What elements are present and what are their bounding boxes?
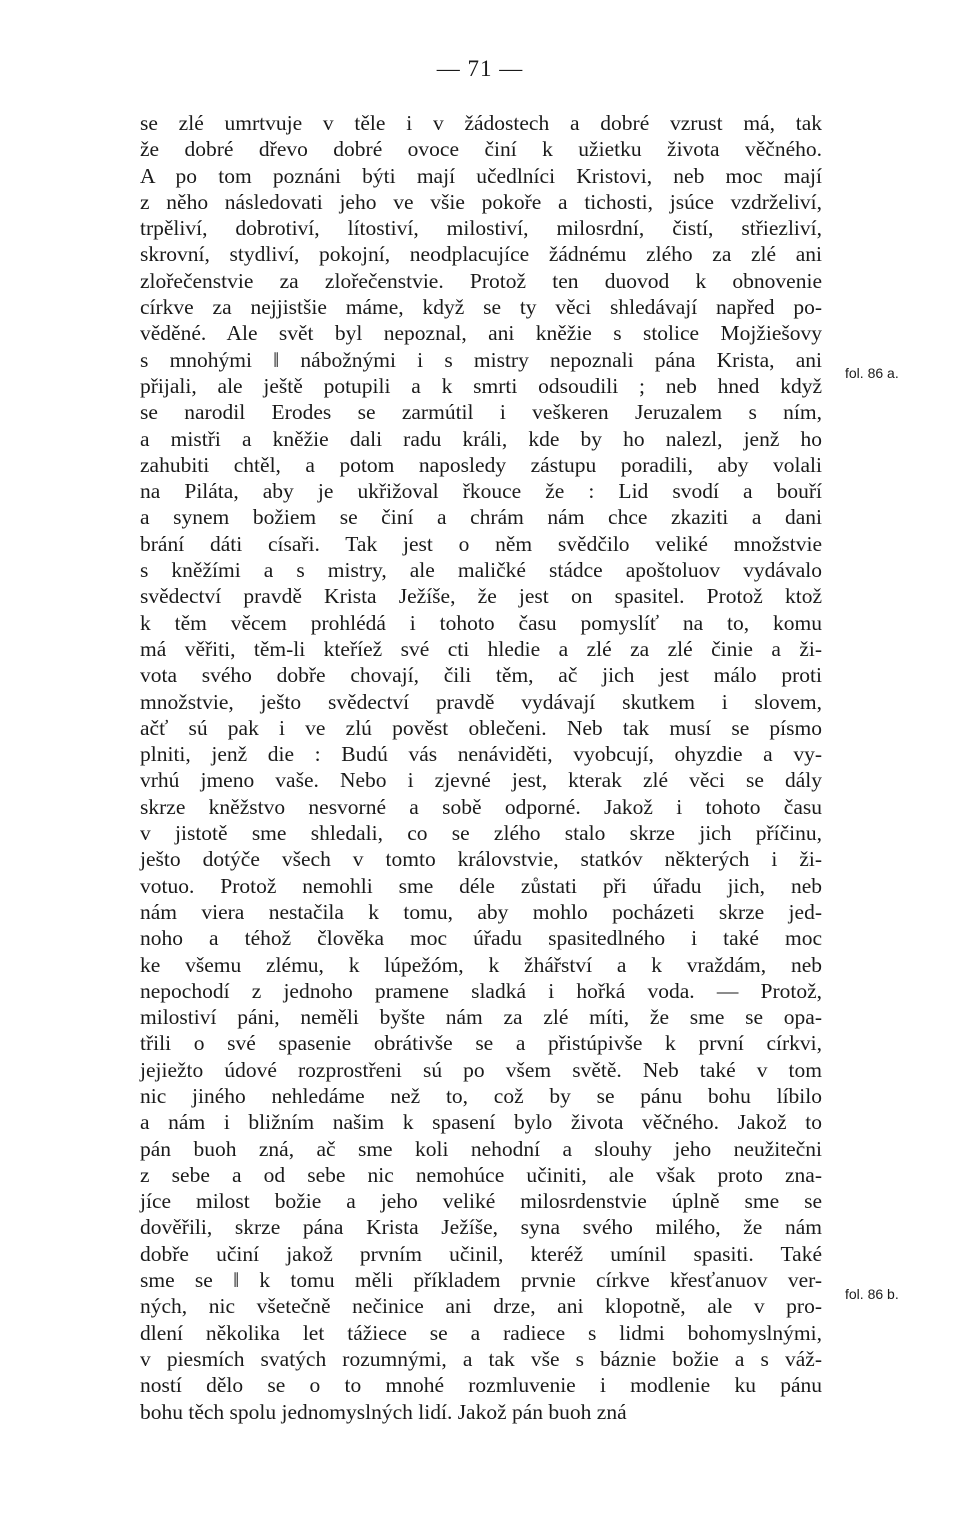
- text-line: noho a téhož člověka moc úřadu spasitedlného i také moc: [140, 926, 822, 951]
- text-line: ačť sú pak i ve zlú pověst oblečeni. Neb tak musí se písmo: [140, 715, 822, 740]
- text-line: přijali, ale ještě potupili a k smrti odsoudili ; neb hned když: [140, 373, 822, 398]
- text-line: že dobré dřevo dobré ovoce činí k užietku života věčného.: [140, 137, 822, 162]
- text-line: církve za nejjistšie máme, když se ty věci shledávají napřed po-: [140, 295, 822, 320]
- text-line: k těm věcem prohlédá i tohoto času pomyslíť na to, komu: [140, 610, 822, 635]
- text-line: nic jiného nehledáme než to, což by se pánu bohu líbilo: [140, 1083, 822, 1108]
- text-line: milostiví páni, neměli byšte nám za zlé míti, že sme se opa-: [140, 1005, 822, 1030]
- text-line: skrze kněžstvo nesvorné a sobě odporné. Jakož i tohoto času: [140, 794, 822, 819]
- text-line: plniti, jenž die : Budú vás nenáviděti, vyobcují, ohyzdie a vy-: [140, 742, 822, 767]
- text-line: bohu těch spolu jednomyslných lidí. Jakož pán buoh zná: [140, 1399, 627, 1424]
- text-line: a synem božiem se činí a chrám nám chce zkaziti a dani: [140, 505, 822, 530]
- text-line: pán buoh zná, ač sme koli nehodní a slouhy jeho neužitečni: [140, 1136, 822, 1161]
- text-line: nám viera nestačila k tomu, aby mohlo pocházeti skrze jed-: [140, 899, 822, 924]
- text-line: brání dáti císaři. Tak jest o něm svědčilo veliké množstvie: [140, 531, 822, 556]
- margin-note-fol-86b: fol. 86 b.: [845, 1286, 899, 1302]
- text-line: se zlé umrtvuje v těle i v žádostech a dobré vzrust má, tak: [140, 111, 822, 135]
- page-number: — 71 —: [436, 56, 524, 81]
- text-line: skrovní, stydliví, pokojní, neodplacujíce žádnému zlého za zlé ani: [140, 242, 822, 267]
- text-line: na Piláta, aby je ukřižoval řkouce že : Lid svodí a bouří: [140, 479, 822, 504]
- text-line: ješto dotýče všech v tomto královstvie, statkóv některých i ži-: [140, 847, 822, 872]
- margin-note-fol-86a: fol. 86 a.: [845, 365, 899, 381]
- text-line: dlení několika let tážiece se a radiece s lidmi bohomyslnými,: [140, 1320, 822, 1345]
- text-line: zlořečenstvie za zlořečenstvie. Protož ten duovod k obnovenie: [140, 268, 822, 293]
- text-line: s kněžími a s mistry, ale maličké stádce apoštoluov vydávalo: [140, 558, 822, 583]
- text-line: se narodil Erodes se zarmútil i veškeren Jeruzalem s ním,: [140, 400, 822, 425]
- body-text: [140, 110, 822, 1425]
- text-line: ných, nic všetečně nečinice ani drze, ani klopotně, ale v pro-: [140, 1294, 822, 1319]
- text-line: množstvie, ješto svědectví pravdě vydávají skutkem i slovem,: [140, 689, 822, 714]
- text-line: dověřili, skrze pána Krista Ježíše, syna svého milého, že nám: [140, 1215, 822, 1240]
- text-line: ností dělo se o to mnohé rozmluvenie i modlenie ku pánu: [140, 1373, 822, 1398]
- text-line: s mnohými ‖ nábožnými i s mistry nepoznali pána Krista, ani: [140, 347, 822, 372]
- text-line: ke všemu zlému, k lúpežóm, k žhářství a k vraždám, neb: [140, 952, 822, 977]
- text-line: a nám i bližním našim k spasení bylo života věčného. Jakož to: [140, 1110, 822, 1135]
- text-line: z sebe a od sebe nic nemohúce učiniti, ale však proto zna-: [140, 1162, 822, 1187]
- text-line: trpěliví, dobrotiví, lítostiví, milostiví, milosrdní, čistí, střiezliví,: [140, 216, 822, 241]
- text-line: vrhú jmeno vaše. Nebo i zjevné jest, kterak zlé věci se dály: [140, 768, 822, 793]
- text-line: votuo. Protož nemohli sme déle zůstati při úřadu jich, neb: [140, 873, 822, 898]
- text-line: má věřiti, těm-li kteříež své cti hledie a zlé za zlé činie a ži-: [140, 636, 822, 661]
- text-line: nepochodí z jednoho pramene sladká i hořká voda. — Protož,: [140, 978, 822, 1003]
- text-line: vota svého dobře chovají, čili těm, ač jich jest málo proti: [140, 663, 822, 688]
- text-line: z něho následovati jeho ve všie pokoře a tichosti, jsúce vzdrželiví,: [140, 189, 822, 214]
- text-line: a mistři a kněžie dali radu králi, kde by ho nalezl, jenž ho: [140, 426, 822, 451]
- text-line: v piesmích svatých rozumnými, a tak vše s báznie božie a s váž-: [140, 1346, 822, 1371]
- text-line: sme se ‖ k tomu měli příkladem prvnie církve křesťanuov ver-: [140, 1268, 822, 1293]
- text-line: jejiežto údové rozprostřeni sú po všem světě. Neb také v tom: [140, 1057, 822, 1082]
- text-line: jíce milost božie a jeho veliké milosrdenstvie úplně sme se: [140, 1189, 822, 1214]
- text-line: v jistotě sme shledali, co se zlého stalo skrze jich příčinu,: [140, 821, 822, 846]
- text-line: dobře učiní jakož prvním učinil, kteréž umínil spasiti. Také: [140, 1241, 822, 1266]
- text-line: svědectví pravdě Krista Ježíše, že jest on spasitel. Protož ktož: [140, 584, 822, 609]
- text-line: třili o své spasenie obrátivše se a přistúpivše k první církvi,: [140, 1031, 822, 1056]
- text-line: věděné. Ale svět byl nepoznal, ani kněžie s stolice Mojžiešovy: [140, 321, 822, 346]
- text-line: A po tom poznáni býti mají učedlníci Kristovi, neb moc mají: [140, 163, 822, 188]
- text-line: zahubiti chtěl, a potom naposledy zástupu poradili, aby volali: [140, 452, 822, 477]
